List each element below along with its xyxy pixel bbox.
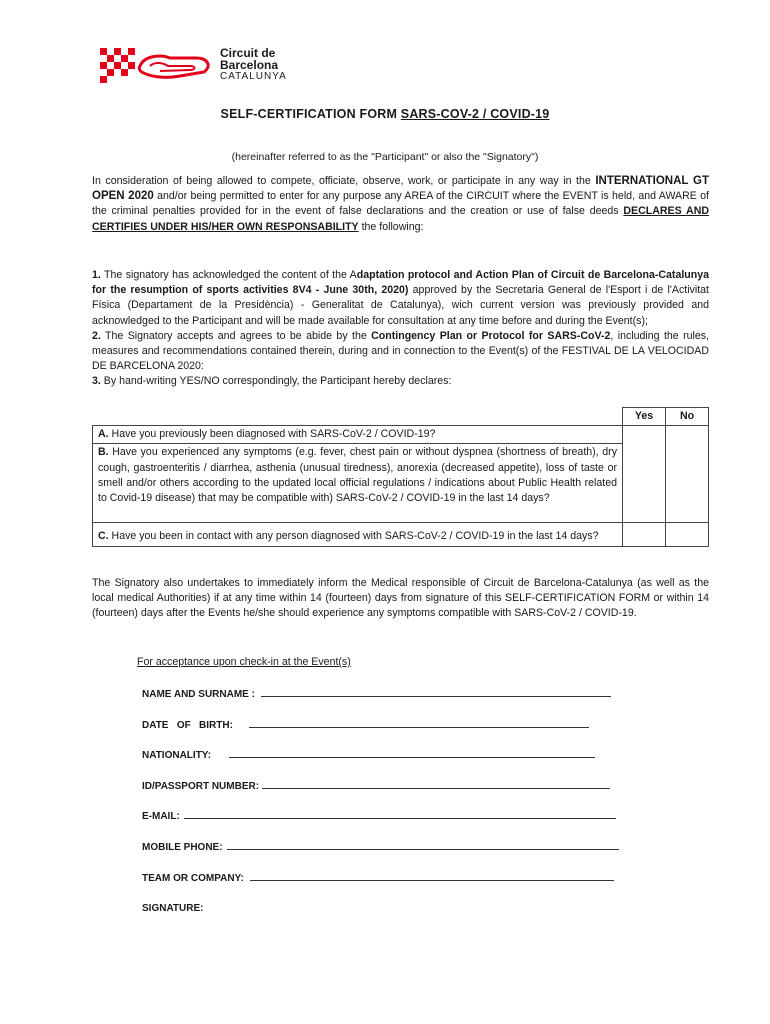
undertakes-paragraph: The Signatory also undertakes to immediately inform the Medical responsible of Circuit de Barcelona-Catalunya (as well as the local medical Authorities) if at any time within 14 (fourteen) days from signature of this SELF-CERTIFICATION FORM or within 14 (fourteen) days after the Events he/she should experience any symptoms compatible with SARS-CoV-2 / COVID-19. bbox=[92, 577, 709, 620]
signature-label: SIGNATURE: bbox=[142, 903, 204, 914]
team-field bbox=[142, 872, 614, 884]
answer-no-cell[interactable] bbox=[666, 523, 709, 546]
point-1-text-a: The signatory has acknowledged the content of the A bbox=[100, 269, 357, 281]
email-input-line[interactable] bbox=[184, 810, 616, 819]
dob-input-line[interactable] bbox=[249, 719, 589, 728]
question-text: Have you previously been diagnosed with SARS-CoV-2 / COVID-19? bbox=[108, 428, 436, 441]
subtitle: (hereinafter referred to as the "Participant" or also the "Signatory") bbox=[231, 151, 539, 163]
table-row bbox=[93, 444, 709, 523]
point-1-text-c: approved by the Secretaria General de l'Esport i de l'Activitat Física (Departament de la Presidència) - Generalitat de Catalunya), wich current version was previously provided and acknowledged to the Participant and will be made available for consultation at any time before and during the Event(s); bbox=[92, 284, 709, 327]
point-2-text-a: The Signatory accepts and agrees to be abide by the bbox=[100, 329, 372, 342]
question-a bbox=[93, 426, 623, 444]
point-1 bbox=[92, 268, 709, 329]
point-2-number: 2. bbox=[92, 329, 101, 342]
point-3 bbox=[92, 374, 709, 389]
table-row bbox=[93, 523, 709, 546]
declares-text: DECLARES AND CERTIFIES UNDER HIS/HER OWN RESPONSABILITY bbox=[92, 205, 710, 233]
answer-yes-cell[interactable] bbox=[623, 426, 666, 523]
event-name: INTERNATIONAL GT OPEN 2020 bbox=[92, 175, 709, 203]
no-header: No bbox=[666, 408, 709, 426]
table-row bbox=[93, 426, 709, 444]
point-3-number: 3. bbox=[92, 375, 101, 388]
point-2-text-c: , including the rules, measures and recommendations contained therein, during and in connection to the Event(s) of the FESTIVAL DE LA VELOCIDAD DE BARCELONA 2020: bbox=[92, 329, 709, 373]
team-label: TEAM OR COMPANY: bbox=[142, 873, 244, 884]
question-b bbox=[93, 444, 623, 523]
page-title bbox=[0, 107, 770, 121]
intro-paragraph bbox=[92, 174, 709, 235]
question-letter: A. bbox=[98, 428, 109, 441]
logo-line1: Circuit de bbox=[220, 46, 276, 60]
id-label: ID/PASSPORT NUMBER: bbox=[142, 781, 260, 792]
yes-header: Yes bbox=[623, 408, 666, 426]
table-header-row bbox=[93, 408, 709, 426]
answer-no-cell[interactable] bbox=[666, 426, 709, 523]
phone-input-line[interactable] bbox=[227, 841, 619, 850]
logo-line3: CATALUNYA bbox=[220, 71, 287, 82]
point-1-protocol: daptation protocol and Action Plan of Circuit de Barcelona-Catalunya for the resumption of sports activities 8V4 - June 30th, 2020) bbox=[92, 269, 710, 297]
dob-label: DATE OF BIRTH: bbox=[142, 720, 233, 731]
intro-text-3: the following: bbox=[358, 220, 424, 233]
checkered-flag-icon bbox=[100, 44, 215, 88]
phone-label: MOBILE PHONE: bbox=[142, 842, 223, 853]
table-header-blank bbox=[93, 408, 623, 426]
point-3-text: By hand-writing YES/NO correspondingly, the Participant hereby declares: bbox=[100, 375, 452, 388]
signature-field bbox=[142, 903, 203, 914]
email-label: E-MAIL: bbox=[142, 811, 180, 822]
question-text: Have you been in contact with any person diagnosed with SARS-CoV-2 / COVID-19 in the last 14 days? bbox=[108, 530, 599, 543]
title-part2: SARS-COV-2 / COVID-19 bbox=[400, 107, 550, 121]
acceptance-heading: For acceptance upon check-in at the Event(s) bbox=[137, 656, 351, 668]
intro-text-2: and/or being permitted to enter for any purpose any AREA of the CIRCUIT where the EVENT is held, and AWARE of the criminal penalties provided for in the event of false declarations and the creation or use of false deeds bbox=[92, 190, 709, 218]
nationality-field bbox=[142, 749, 595, 761]
id-input-line[interactable] bbox=[262, 780, 610, 789]
email-field bbox=[142, 810, 616, 822]
name-input-line[interactable] bbox=[261, 688, 611, 697]
title-part1: SELF-CERTIFICATION FORM bbox=[220, 107, 401, 121]
phone-field bbox=[142, 841, 619, 853]
name-label: NAME AND SURNAME : bbox=[142, 689, 255, 700]
answer-yes-cell[interactable] bbox=[623, 523, 666, 546]
dob-field bbox=[142, 719, 589, 731]
question-letter: B. bbox=[98, 446, 109, 459]
point-1-number: 1. bbox=[92, 269, 101, 281]
name-field bbox=[142, 688, 611, 700]
logo-text bbox=[220, 47, 287, 83]
declaration-table bbox=[92, 407, 709, 547]
nationality-input-line[interactable] bbox=[229, 749, 595, 758]
question-c bbox=[93, 523, 623, 546]
question-letter: C. bbox=[98, 530, 109, 543]
point-2 bbox=[92, 329, 709, 375]
nationality-label: NATIONALITY: bbox=[142, 750, 212, 761]
team-input-line[interactable] bbox=[250, 872, 614, 881]
id-field bbox=[142, 780, 610, 792]
question-text: Have you experienced any symptoms (e.g. fever, chest pain or without dyspnea (shortness of breath), dry cough, gastroenteritis / diarrhea, asthenia (unusual tiredness), anorexia (decreased appetite), loss of taste or smell and/or others according to the updated local official regulations / indications about Public Health related to Covid-19 disease) that may be compatible with) SARS-CoV-2 / COVID-19 in the last 14 days? bbox=[98, 446, 617, 505]
points-section bbox=[92, 268, 709, 390]
intro-text-1: In consideration of being allowed to compete, officiate, observe, work, or participate in any way in the bbox=[92, 175, 596, 187]
logo-line2: Barcelona bbox=[220, 58, 279, 72]
point-2-protocol: Contingency Plan or Protocol for SARS-CoV-2 bbox=[371, 329, 611, 342]
